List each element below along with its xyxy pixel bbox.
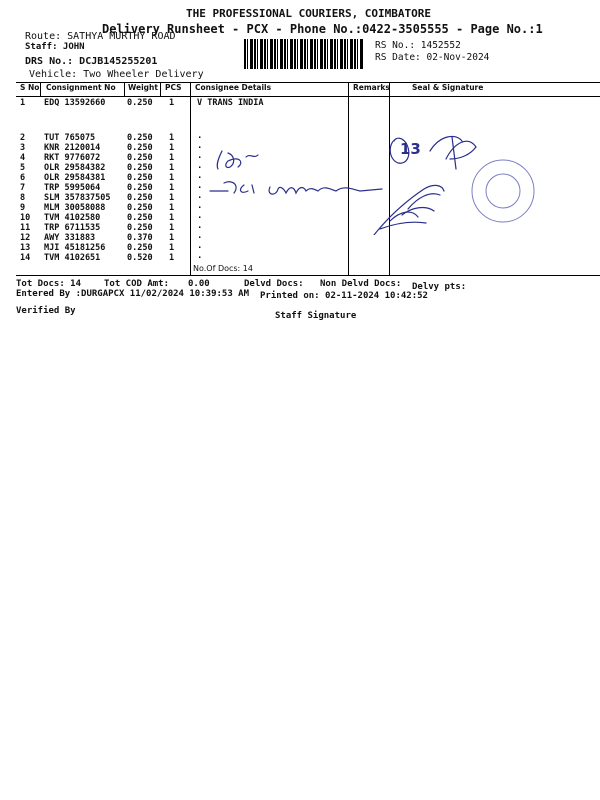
cell-pcs: 1 [169, 183, 175, 193]
cell-consignee: . [197, 131, 203, 141]
cell-consignee: . [197, 181, 203, 191]
cell-sno: 8 [20, 193, 26, 203]
cell-pcs: 1 [169, 133, 175, 143]
cell-pcs: 1 [169, 98, 175, 108]
col-header-seal: Seal & Signature [412, 83, 484, 92]
cell-pcs: 1 [169, 173, 175, 183]
cell-weight: 0.250 [127, 173, 153, 183]
non-delivered-docs: Non Delvd Docs: [320, 279, 402, 289]
total-cod-amount-label: Tot COD Amt: [104, 279, 170, 289]
cell-pcs: 1 [169, 213, 175, 223]
cell-pcs: 1 [169, 223, 175, 233]
col-header-consignee: Consignee Details [195, 83, 272, 92]
cell-weight: 0.250 [127, 223, 153, 233]
barcode [244, 39, 364, 69]
printed-on: Printed on: 02-11-2024 10:42:52 [260, 291, 428, 301]
cell-sno: 13 [20, 243, 31, 253]
cell-sno: 6 [20, 173, 26, 183]
cell-consignment: TVM 4102651 [44, 253, 101, 263]
company-name: THE PROFESSIONAL COURIERS, COIMBATORE [186, 7, 432, 20]
cell-consignment: TRP 5995064 [44, 183, 101, 193]
rs-no: RS No.: 1452552 [375, 40, 461, 51]
entered-by: Entered By :DURGAPCX 11/02/2024 10:39:53 AM [16, 289, 249, 299]
cell-weight: 0.520 [127, 253, 153, 263]
col-divider [40, 82, 41, 96]
cell-consignee: . [197, 141, 203, 151]
cell-pcs: 1 [169, 243, 175, 253]
runsheet-title: Delivery Runsheet - PCX - Phone No.:0422-3505555 - Page No.:1 [102, 22, 543, 36]
cell-consignee: . [197, 151, 203, 161]
staff: Staff: JOHN [25, 42, 85, 52]
table-bottom-rule [16, 275, 600, 276]
cell-sno: 10 [20, 213, 31, 223]
cell-sno: 7 [20, 183, 26, 193]
drs-no: DRS No.: DCJB145255201 [25, 56, 158, 67]
cell-weight: 0.250 [127, 163, 153, 173]
cell-consignment: KNR 2120014 [44, 143, 101, 153]
col-divider [124, 82, 125, 96]
cell-consignment: EDQ 13592660 [44, 98, 106, 108]
cell-weight: 0.250 [127, 213, 153, 223]
cell-consignee: V TRANS INDIA [197, 98, 264, 108]
rs-date: RS Date: 02-Nov-2024 [375, 52, 490, 63]
cell-consignee: . [197, 231, 203, 241]
cell-weight: 0.250 [127, 203, 153, 213]
cell-pcs: 1 [169, 253, 175, 263]
delivered-docs: Delvd Docs: [244, 279, 304, 289]
staff-signature: Staff Signature [275, 311, 357, 321]
cell-sno: 5 [20, 163, 26, 173]
col-divider [190, 82, 191, 275]
cell-pcs: 1 [169, 233, 175, 243]
cell-sno: 14 [20, 253, 31, 263]
cell-consignment: RKT 9776072 [44, 153, 101, 163]
total-cod-amount-value: 0.00 [188, 279, 210, 289]
col-header-pcs: PCS [165, 83, 182, 92]
cell-consignee: . [197, 201, 203, 211]
route: Route: SATHYA MURTHY ROAD [25, 31, 176, 42]
col-header-consignment: Consignment No [46, 83, 116, 92]
verified-by: Verified By [16, 306, 76, 316]
cell-sno: 9 [20, 203, 26, 213]
cell-sno: 3 [20, 143, 26, 153]
cell-consignment: TRP 6711535 [44, 223, 101, 233]
cell-pcs: 1 [169, 193, 175, 203]
cell-consignee: . [197, 241, 203, 251]
col-header-sno: S No [20, 83, 40, 92]
cell-consignee: . [197, 251, 203, 261]
stamp-number: 13 [400, 140, 421, 158]
cell-consignee: . [197, 211, 203, 221]
cell-pcs: 1 [169, 143, 175, 153]
cell-sno: 12 [20, 233, 31, 243]
cell-consignment: OLR 29584381 [44, 173, 106, 183]
cell-consignment: AWY 331883 [44, 233, 96, 243]
cell-consignment: MJI 45181256 [44, 243, 106, 253]
cell-weight: 0.250 [127, 153, 153, 163]
cell-consignee: . [197, 191, 203, 201]
cell-consignment: TUT 765075 [44, 133, 96, 143]
col-divider [160, 82, 161, 96]
cell-weight: 0.250 [127, 243, 153, 253]
cell-sno: 2 [20, 133, 26, 143]
cell-consignment: TVM 4102580 [44, 213, 101, 223]
cell-weight: 0.250 [127, 133, 153, 143]
no-of-docs: No.Of Docs: 14 [193, 264, 253, 273]
vehicle: Vehicle: Two Wheeler Delivery [29, 69, 204, 80]
cell-pcs: 1 [169, 203, 175, 213]
col-header-weight: Weight [128, 83, 158, 92]
cell-pcs: 1 [169, 153, 175, 163]
cell-weight: 0.250 [127, 143, 153, 153]
cell-weight: 0.250 [127, 98, 153, 108]
cell-sno: 1 [20, 98, 26, 108]
delivery-points: Delvy pts: [412, 282, 467, 292]
cell-pcs: 1 [169, 163, 175, 173]
cell-consignment: SLM 357837505 [44, 193, 111, 203]
cell-weight: 0.250 [127, 193, 153, 203]
cell-weight: 0.250 [127, 183, 153, 193]
cell-consignee: . [197, 161, 203, 171]
total-docs: Tot Docs: 14 [16, 279, 82, 289]
cell-consignee: . [197, 171, 203, 181]
cell-weight: 0.370 [127, 233, 153, 243]
cell-consignment: MLM 30058088 [44, 203, 106, 213]
cell-sno: 4 [20, 153, 26, 163]
stamp-seal-icon [468, 156, 538, 226]
cell-sno: 11 [20, 223, 31, 233]
cell-consignee: . [197, 221, 203, 231]
col-header-remarks: Remarks [353, 83, 390, 92]
cell-consignment: OLR 29584382 [44, 163, 106, 173]
